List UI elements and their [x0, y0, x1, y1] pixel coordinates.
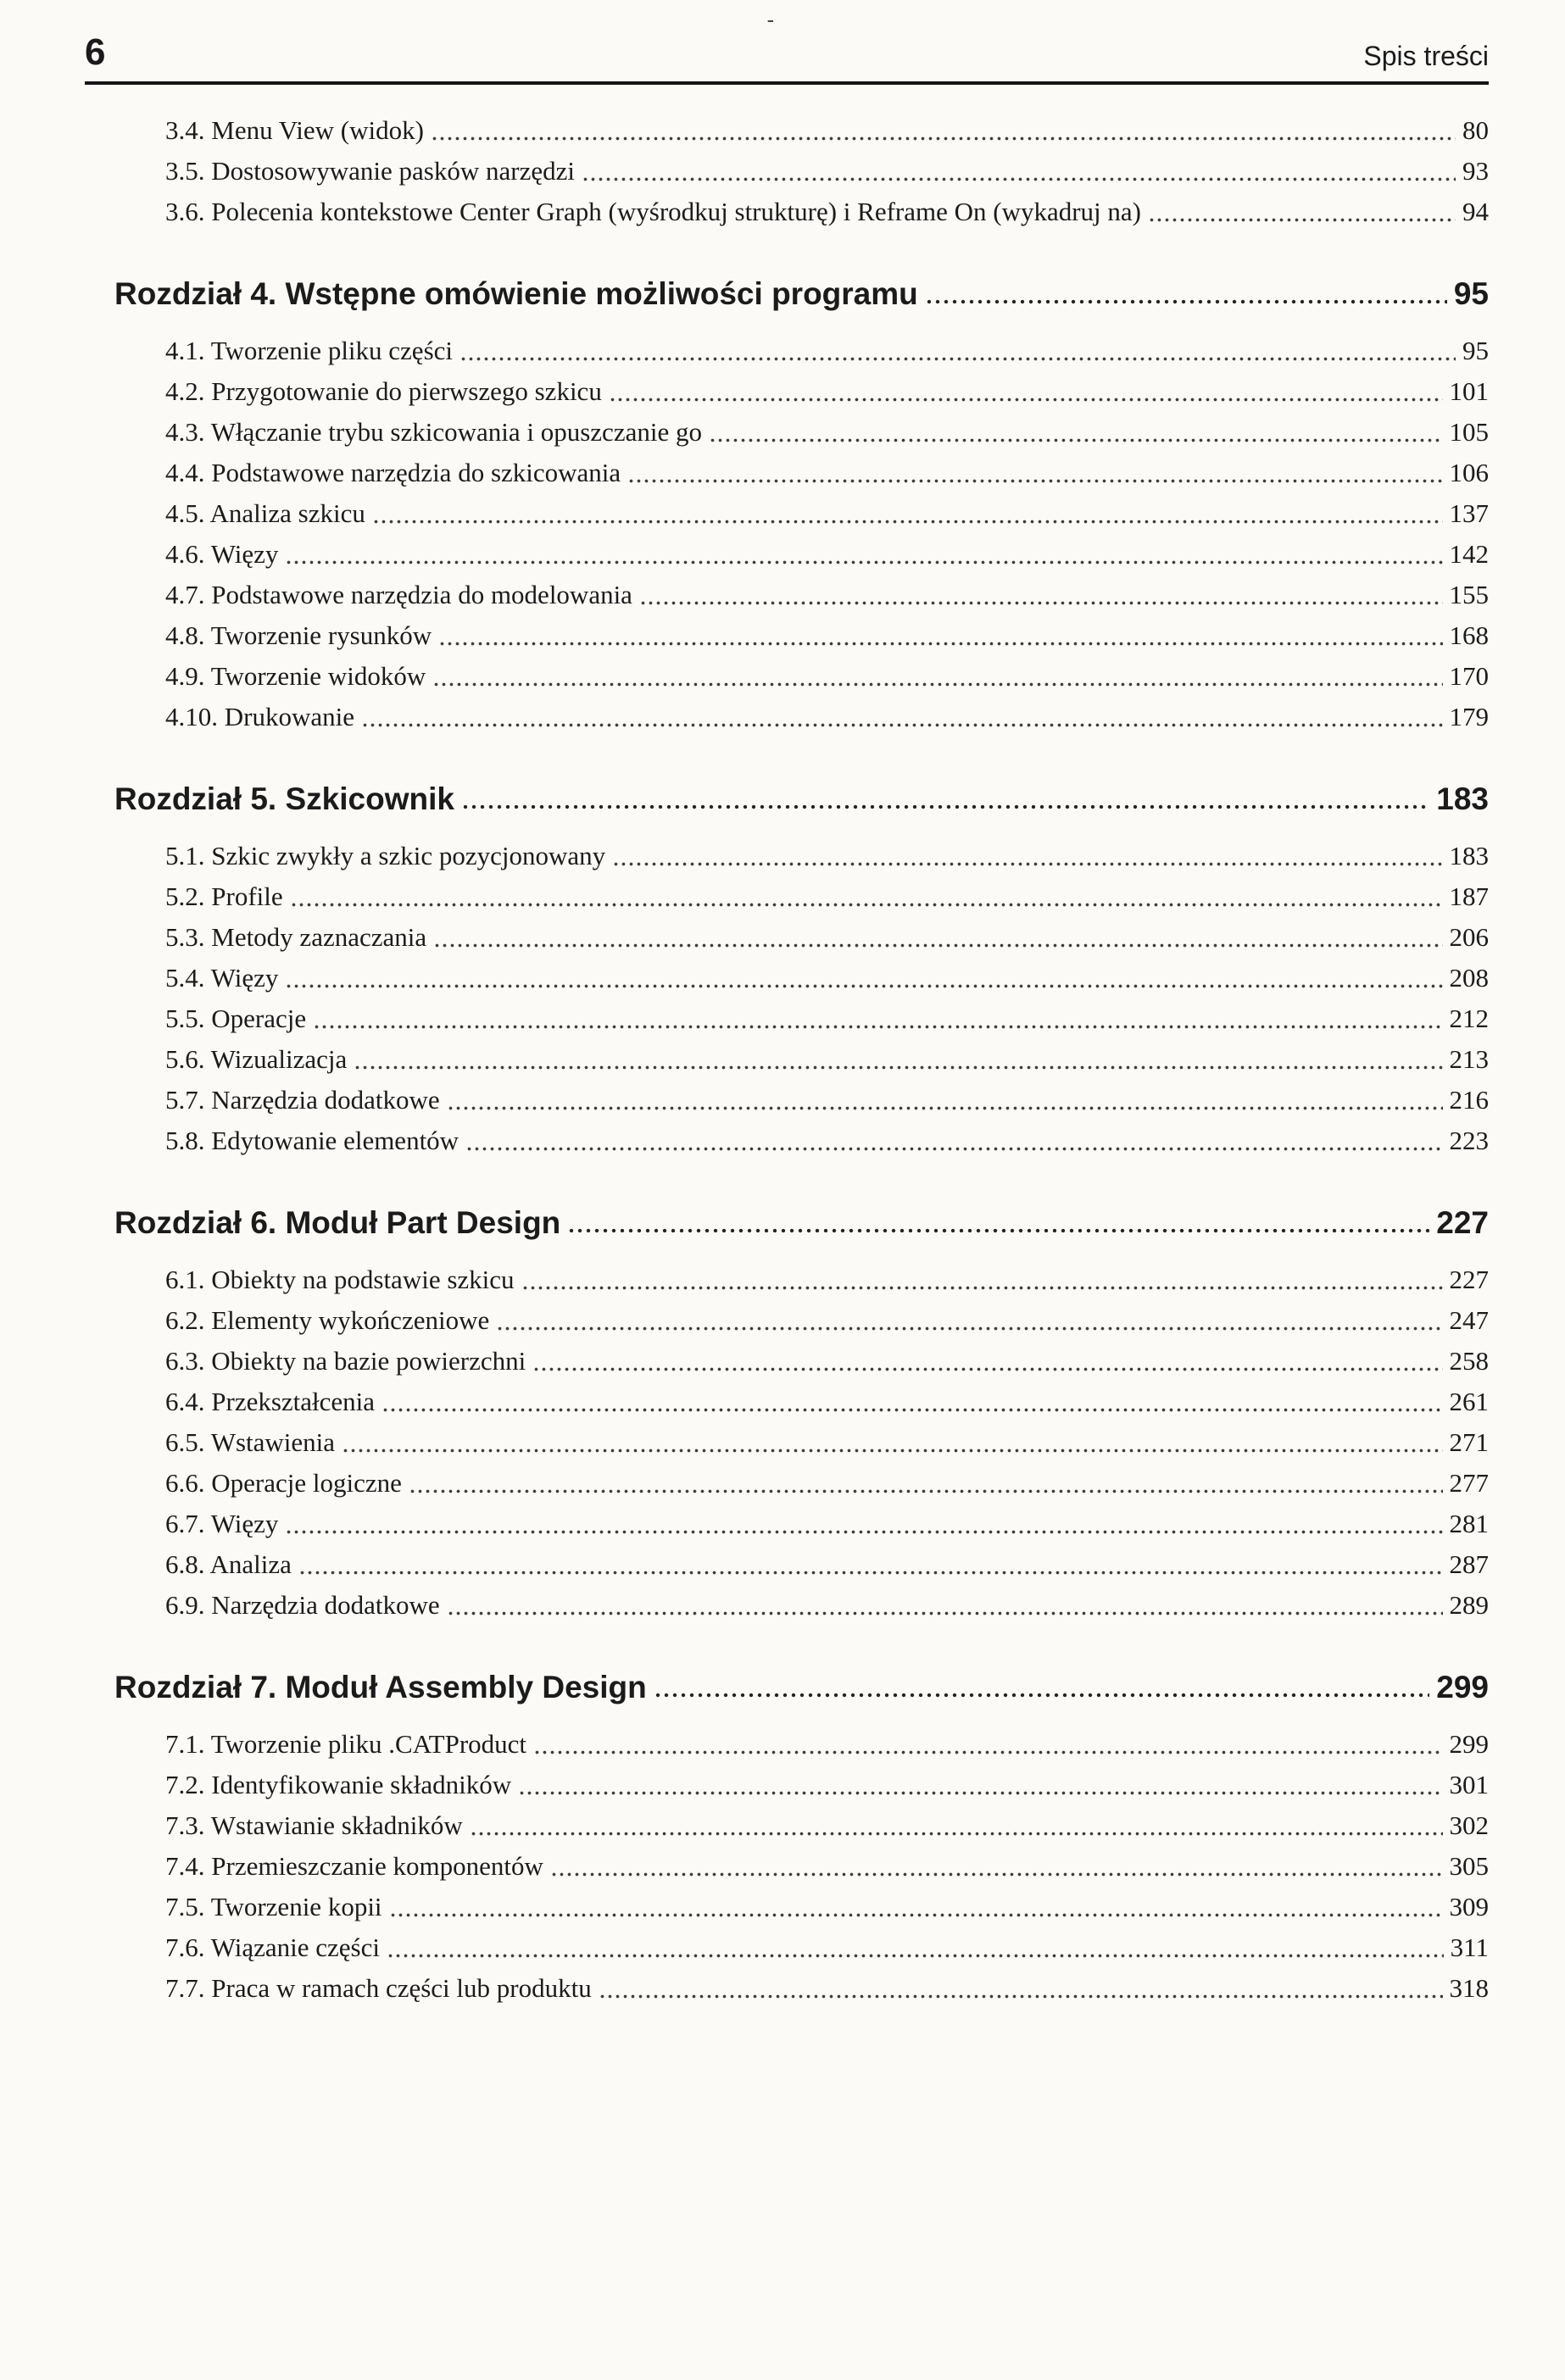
toc-entry-label: 4.3. Włączanie trybu szkicowania i opuszczanie go — [165, 417, 702, 447]
dot-leader — [1148, 192, 1456, 232]
dot-leader — [313, 998, 1442, 1039]
toc-entry-page: 208 — [1449, 963, 1489, 993]
chapter-heading — [114, 1665, 1489, 1710]
toc-entry-page: 106 — [1449, 458, 1489, 487]
dot-leader — [582, 151, 1456, 192]
toc-entry — [165, 1765, 1489, 1805]
toc-entry-page: 213 — [1449, 1044, 1489, 1074]
toc-entry-label: 7.1. Tworzenie pliku .CATProduct — [165, 1729, 527, 1759]
toc-entry-label: 3.4. Menu View (widok) — [165, 115, 424, 145]
toc-entry-page: 318 — [1449, 1973, 1489, 2003]
toc-entry-page: 311 — [1450, 1932, 1489, 1962]
toc-entry-page: 216 — [1449, 1085, 1489, 1115]
toc-entry-page: 309 — [1449, 1892, 1489, 1921]
dot-leader — [470, 1805, 1443, 1846]
dot-leader — [285, 534, 1442, 575]
toc-entry-page: 168 — [1449, 620, 1489, 650]
toc-entry — [165, 656, 1489, 697]
toc-entry-label: 5.3. Metody zaznaczania — [165, 922, 427, 952]
toc-entry-page: 187 — [1449, 881, 1489, 911]
toc-entry-page: 206 — [1449, 922, 1489, 952]
toc-entry — [165, 1805, 1489, 1846]
toc-entry-label: 3.6. Polecenia kontekstowe Center Graph (wyśrodkuj strukturę) i Reframe On (wykadruj na) — [165, 197, 1141, 226]
toc-entry-label: 5.8. Edytowanie elementów — [165, 1126, 459, 1155]
chapter-heading-label: Rozdział 4. Wstępne omówienie możliwości programu — [114, 276, 918, 311]
toc-entry-label: 6.1. Obiekty na podstawie szkicu — [165, 1265, 515, 1294]
dot-leader — [609, 371, 1443, 412]
toc-entry — [165, 1927, 1489, 1968]
toc-entry-label: 6.6. Operacje logiczne — [165, 1468, 402, 1498]
toc-entry — [165, 1585, 1489, 1626]
toc-entry-page: 227 — [1449, 1265, 1489, 1294]
dot-leader — [290, 876, 1443, 917]
toc-entry — [165, 1120, 1489, 1161]
dot-leader — [709, 412, 1443, 453]
dot-leader — [550, 1846, 1443, 1887]
toc-entry — [165, 575, 1489, 615]
dot-leader — [465, 1120, 1442, 1161]
toc-entry-page: 101 — [1449, 376, 1489, 406]
toc-entry — [165, 1300, 1489, 1341]
chapter-heading — [114, 776, 1489, 822]
toc-entry-page: 94 — [1462, 197, 1489, 226]
toc-entry — [165, 1260, 1489, 1300]
header-rule — [85, 81, 1489, 85]
toc-entry-page: 179 — [1449, 702, 1489, 731]
toc-entry — [165, 371, 1489, 412]
toc-entry-label: 6.7. Więzy — [165, 1509, 279, 1538]
toc-entry-page: 299 — [1449, 1729, 1489, 1759]
toc-entry — [165, 192, 1489, 232]
toc-entry-page: 261 — [1449, 1387, 1489, 1416]
toc-entry-label: 6.8. Analiza — [165, 1549, 292, 1579]
toc-entry-label: 7.4. Przemieszczanie komponentów — [165, 1851, 543, 1881]
toc-entry — [165, 876, 1489, 917]
toc-entry-label: 5.2. Profile — [165, 881, 283, 911]
toc-entry — [165, 917, 1489, 958]
toc-entry-label: 4.9. Tworzenie widoków — [165, 661, 426, 691]
toc-entry-page: 287 — [1449, 1549, 1489, 1579]
toc-entry — [165, 1846, 1489, 1887]
dot-leader — [496, 1300, 1442, 1341]
toc-entry-label: 6.4. Przekształcenia — [165, 1387, 376, 1416]
toc-entry-label: 4.5. Analiza szkicu — [165, 498, 365, 528]
toc-entry-label: 4.1. Tworzenie pliku części — [165, 336, 454, 365]
dot-leader — [431, 110, 1456, 151]
toc-entry-label: 4.10. Drukowanie — [165, 702, 354, 731]
toc-entry-page: 183 — [1449, 841, 1489, 870]
toc-entry-label: 7.6. Wiązanie części — [165, 1932, 380, 1962]
toc-entry-page: 212 — [1449, 1004, 1489, 1033]
toc-entry — [165, 1341, 1489, 1382]
toc-entry — [165, 1544, 1489, 1585]
dot-leader — [612, 836, 1442, 876]
toc-entry-label: 5.5. Operacje — [165, 1004, 307, 1033]
toc-section — [85, 776, 1489, 1161]
page-header — [85, 31, 1489, 81]
dot-leader — [521, 1260, 1443, 1300]
toc-entry-label: 7.7. Praca w ramach części lub produktu — [165, 1973, 592, 2003]
dot-leader — [409, 1463, 1443, 1504]
dot-leader — [447, 1585, 1443, 1626]
toc-entry-label: 7.2. Identyfikowanie składników — [165, 1770, 512, 1799]
toc-entry-label: 5.7. Narzędzia dodatkowe — [165, 1085, 440, 1115]
toc-entry — [165, 1080, 1489, 1120]
toc-entry-label: 6.3. Obiekty na bazie powierzchni — [165, 1346, 526, 1376]
dot-leader — [285, 958, 1442, 998]
toc-entry-page: 105 — [1449, 417, 1489, 447]
dot-leader — [389, 1887, 1443, 1927]
toc-entry — [165, 1039, 1489, 1080]
toc-entry — [165, 151, 1489, 192]
dot-leader — [461, 776, 1429, 822]
toc-entry-label: 4.6. Więzy — [165, 539, 279, 569]
toc-entry-page: 247 — [1449, 1305, 1489, 1335]
page-number: 6 — [85, 31, 106, 73]
toc-entry — [165, 110, 1489, 151]
toc-entry-label: 5.1. Szkic zwykły a szkic pozycjonowany — [165, 841, 606, 870]
chapter-heading-page: 299 — [1436, 1670, 1489, 1704]
toc-entry-label: 4.7. Podstawowe narzędzia do modelowania — [165, 580, 632, 609]
toc-section — [85, 271, 1489, 737]
dot-leader — [298, 1544, 1443, 1585]
chapter-heading-page: 227 — [1436, 1205, 1489, 1240]
toc-entry-page: 80 — [1462, 115, 1489, 145]
toc-entry — [165, 1382, 1489, 1422]
dot-leader — [639, 575, 1443, 615]
toc-entry-page: 137 — [1449, 498, 1489, 528]
dot-leader — [532, 1341, 1442, 1382]
toc-entry-page: 93 — [1462, 156, 1489, 186]
toc-entry-label: 4.8. Tworzenie rysunków — [165, 620, 432, 650]
toc-entry — [165, 1422, 1489, 1463]
toc-entry-label: 4.2. Przygotowanie do pierwszego szkicu — [165, 376, 602, 406]
dot-leader — [432, 656, 1442, 697]
toc-entry — [165, 1463, 1489, 1504]
toc-entry-page: 281 — [1449, 1509, 1489, 1538]
toc-entry — [165, 615, 1489, 656]
dot-leader — [342, 1422, 1442, 1463]
chapter-heading-label: Rozdział 5. Szkicownik — [114, 781, 454, 816]
dot-leader — [654, 1665, 1430, 1710]
dot-leader — [382, 1382, 1442, 1422]
toc-entry-page: 277 — [1449, 1468, 1489, 1498]
toc-section — [85, 1200, 1489, 1626]
toc-entry-label: 7.3. Wstawianie składników — [165, 1810, 463, 1840]
toc-entry-label: 6.9. Narzędzia dodatkowe — [165, 1590, 440, 1620]
toc — [85, 110, 1489, 2009]
dot-leader — [438, 615, 1442, 656]
dot-leader — [361, 697, 1443, 737]
toc-entry — [165, 1968, 1489, 2009]
toc-section — [85, 110, 1489, 232]
toc-entry — [165, 958, 1489, 998]
toc-entry-page: 302 — [1449, 1810, 1489, 1840]
dot-leader — [925, 271, 1447, 317]
toc-entry — [165, 453, 1489, 493]
dot-leader — [285, 1504, 1442, 1544]
dot-leader — [627, 453, 1442, 493]
toc-entry-page: 258 — [1449, 1346, 1489, 1376]
toc-entry-label: 6.2. Elementy wykończeniowe — [165, 1305, 490, 1335]
chapter-heading-label: Rozdział 7. Moduł Assembly Design — [114, 1670, 647, 1704]
dot-leader — [354, 1039, 1442, 1080]
toc-entry-label: 4.4. Podstawowe narzędzia do szkicowania — [165, 458, 621, 487]
dot-leader — [459, 331, 1456, 371]
chapter-heading — [114, 1200, 1489, 1246]
dot-leader — [447, 1080, 1443, 1120]
toc-entry-page: 223 — [1449, 1126, 1489, 1155]
chapter-heading-label: Rozdział 6. Moduł Part Design — [114, 1205, 561, 1240]
toc-entry — [165, 836, 1489, 876]
chapter-heading-page: 183 — [1436, 781, 1489, 816]
toc-entry — [165, 493, 1489, 534]
toc-entry — [165, 998, 1489, 1039]
toc-entry-label: 5.6. Wizualizacja — [165, 1044, 348, 1074]
dot-leader — [387, 1927, 1444, 1968]
dot-leader — [599, 1968, 1443, 2009]
toc-entry-page: 142 — [1449, 539, 1489, 569]
toc-entry-page: 271 — [1449, 1427, 1489, 1457]
header-title: Spis treści — [1363, 41, 1489, 71]
toc-entry-label: 3.5. Dostosowywanie pasków narzędzi — [165, 156, 575, 186]
toc-entry — [165, 697, 1489, 737]
toc-entry-page: 301 — [1449, 1770, 1489, 1799]
scan-artifact: - — [766, 7, 775, 32]
toc-entry-page: 95 — [1462, 336, 1489, 365]
dot-leader — [567, 1200, 1429, 1246]
toc-entry — [165, 1504, 1489, 1544]
chapter-heading — [114, 271, 1489, 317]
toc-entry — [165, 1724, 1489, 1765]
toc-entry-page: 289 — [1449, 1590, 1489, 1620]
toc-entry-page: 305 — [1449, 1851, 1489, 1881]
dot-leader — [533, 1724, 1442, 1765]
toc-entry-label: 5.4. Więzy — [165, 963, 279, 993]
dot-leader — [372, 493, 1443, 534]
toc-entry-page: 170 — [1449, 661, 1489, 691]
dot-leader — [433, 917, 1442, 958]
toc-entry — [165, 1887, 1489, 1927]
chapter-heading-page: 95 — [1453, 276, 1489, 311]
toc-entry — [165, 331, 1489, 371]
toc-entry-page: 155 — [1449, 580, 1489, 609]
dot-leader — [518, 1765, 1442, 1805]
toc-entry — [165, 534, 1489, 575]
toc-entry — [165, 412, 1489, 453]
toc-entry-label: 7.5. Tworzenie kopii — [165, 1892, 382, 1921]
toc-section — [85, 1665, 1489, 2009]
toc-entry-label: 6.5. Wstawienia — [165, 1427, 336, 1457]
